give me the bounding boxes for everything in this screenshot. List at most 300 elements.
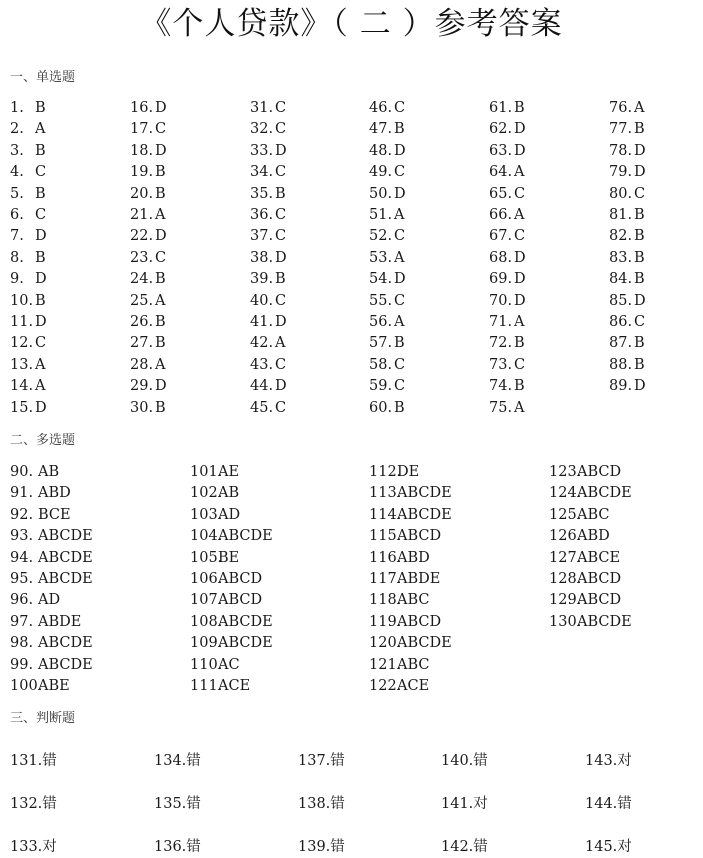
answer-value: D <box>514 271 526 288</box>
answer-item <box>609 312 645 333</box>
answer-value: B <box>634 207 645 223</box>
answer-value: B <box>35 185 46 202</box>
answer-item <box>190 462 239 483</box>
question-number: 100. <box>10 678 43 694</box>
answer-value: 对 <box>617 839 632 855</box>
answer-item <box>10 162 46 183</box>
answer-item <box>130 184 166 205</box>
answer-value: ABCDE <box>38 571 93 587</box>
answer-value: B <box>634 249 645 266</box>
question-number: 140. <box>441 753 474 769</box>
answer-value: C <box>155 249 167 266</box>
page-title: 《个人贷款》（ 二 ）参考答案 <box>140 6 563 42</box>
answer-item <box>130 355 165 376</box>
question-number: 5. <box>10 185 24 202</box>
question-number: 82. <box>609 228 633 245</box>
answer-value: ABCDE <box>38 635 93 652</box>
answer-value: C <box>155 121 167 138</box>
answer-item <box>609 248 645 269</box>
answer-item <box>190 633 273 654</box>
question-number: 35. <box>250 185 274 202</box>
question-number: 18. <box>130 142 154 159</box>
answer-item <box>369 462 419 483</box>
answer-value: 错 <box>186 796 201 812</box>
question-number: 73. <box>489 356 513 373</box>
section-heading-multiple-choice: 二、多选题 <box>10 433 76 448</box>
question-number: 52. <box>369 228 393 245</box>
question-number: 99. <box>10 656 34 673</box>
answer-item <box>369 333 405 354</box>
answer-value: AD <box>38 592 61 609</box>
answer-item <box>10 398 47 419</box>
answer-value: B <box>155 164 166 181</box>
answer-value: ACE <box>397 678 430 694</box>
answer-item <box>369 291 405 312</box>
answer-value: ABCD <box>397 613 442 630</box>
question-number: 25. <box>130 292 154 309</box>
answer-item <box>130 205 165 226</box>
answer-value: ABD <box>577 528 610 545</box>
question-number: 143. <box>585 753 618 769</box>
question-number: 31. <box>250 100 274 116</box>
answer-item <box>250 355 286 376</box>
answer-item <box>10 98 46 119</box>
question-number: 125. <box>549 506 582 523</box>
answer-item <box>609 184 645 205</box>
answer-value: D <box>394 271 406 288</box>
answer-value: C <box>275 399 287 416</box>
answer-item <box>10 612 81 633</box>
answer-item <box>369 633 452 654</box>
answer-value: C <box>275 121 287 138</box>
question-number: 98. <box>10 635 34 652</box>
answer-item <box>369 590 430 611</box>
answer-item <box>369 398 405 419</box>
answer-item <box>130 333 166 354</box>
answer-item <box>154 794 201 815</box>
answer-item <box>250 291 286 312</box>
answer-value: C <box>35 164 47 181</box>
answer-value: A <box>275 335 286 352</box>
question-number: 38. <box>250 249 274 266</box>
answer-value: ABD <box>397 549 430 566</box>
answer-value: C <box>275 207 287 223</box>
answer-value: ABD <box>38 485 71 502</box>
question-number: 44. <box>250 378 274 395</box>
answer-item <box>250 333 285 354</box>
answer-item <box>10 676 70 697</box>
answer-item <box>130 376 167 397</box>
question-number: 89. <box>609 378 633 395</box>
answer-item <box>190 612 273 633</box>
answer-value: 错 <box>186 839 201 855</box>
answer-item <box>250 376 287 397</box>
question-number: 14. <box>10 378 34 395</box>
answer-value: 错 <box>330 796 345 812</box>
answer-value: BCE <box>38 506 71 523</box>
answer-value: D <box>155 378 167 395</box>
question-number: 139. <box>298 839 331 855</box>
answer-value: B <box>275 271 286 288</box>
question-number: 108. <box>190 613 223 630</box>
answer-item <box>609 291 646 312</box>
answer-item <box>549 462 621 483</box>
answer-value: AE <box>218 464 240 480</box>
question-number: 13. <box>10 356 34 373</box>
question-number: 93. <box>10 528 34 545</box>
answer-value: D <box>275 378 287 395</box>
answer-item <box>369 248 404 269</box>
answer-item <box>609 376 646 397</box>
answer-item <box>549 612 632 633</box>
question-number: 72. <box>489 335 513 352</box>
answer-value: C <box>394 378 406 395</box>
answer-value: A <box>35 121 46 138</box>
answer-item <box>369 269 406 290</box>
answer-item <box>10 312 47 333</box>
answer-item <box>549 505 610 526</box>
answer-item <box>130 291 165 312</box>
question-number: 49. <box>369 164 393 181</box>
question-number: 62. <box>489 121 513 138</box>
answer-item <box>441 837 488 858</box>
answer-value: ABCDE <box>397 485 452 502</box>
answer-value: AC <box>218 656 240 673</box>
answer-value: ABCD <box>577 571 622 587</box>
answer-value: A <box>394 249 405 266</box>
answer-value: B <box>155 314 166 330</box>
answer-item <box>585 837 632 858</box>
answer-value: D <box>514 121 526 138</box>
question-number: 122. <box>369 678 402 694</box>
answer-value: D <box>394 142 406 159</box>
question-number: 117. <box>369 571 402 587</box>
answer-value: ABCDE <box>218 635 273 652</box>
answer-value: ABCD <box>577 592 622 609</box>
answer-value: 错 <box>186 753 201 769</box>
answer-value: B <box>514 335 525 352</box>
answer-item <box>549 526 610 547</box>
question-number: 3. <box>10 142 24 159</box>
answer-value: D <box>634 142 646 159</box>
answer-value: ABCDE <box>577 613 632 630</box>
answer-value: D <box>35 271 47 288</box>
question-number: 106. <box>190 571 223 587</box>
answer-value: ABCDE <box>218 613 273 630</box>
question-number: 78. <box>609 142 633 159</box>
answer-item <box>10 184 46 205</box>
answer-value: AD <box>218 506 241 523</box>
answer-value: A <box>634 100 645 116</box>
answer-value: C <box>514 356 526 373</box>
answer-item <box>10 333 46 354</box>
answer-item <box>10 226 47 247</box>
answer-item <box>369 355 405 376</box>
answer-value: B <box>275 185 286 202</box>
question-number: 128. <box>549 571 582 587</box>
answer-value: ABC <box>577 506 610 523</box>
answer-item <box>250 119 286 140</box>
answer-value: B <box>155 271 166 288</box>
question-number: 115. <box>369 528 402 545</box>
answer-value: ACE <box>218 678 251 694</box>
answer-item <box>250 269 286 290</box>
answer-value: D <box>275 249 287 266</box>
answer-item <box>250 162 286 183</box>
answer-item <box>549 548 620 569</box>
answer-item <box>549 590 621 611</box>
question-number: 134. <box>154 753 187 769</box>
answer-value: ABDE <box>38 613 82 630</box>
question-number: 59. <box>369 378 393 395</box>
answer-value: D <box>155 100 167 116</box>
question-number: 136. <box>154 839 187 855</box>
question-number: 48. <box>369 142 393 159</box>
answer-value: A <box>155 207 166 223</box>
answer-item <box>298 794 345 815</box>
answer-item <box>609 141 646 162</box>
answer-value: B <box>394 335 405 352</box>
answer-item <box>250 141 287 162</box>
question-number: 51. <box>369 207 393 223</box>
answer-item <box>250 98 286 119</box>
question-number: 1. <box>10 100 24 116</box>
question-number: 138. <box>298 796 331 812</box>
answer-value: D <box>275 314 287 330</box>
question-number: 69. <box>489 271 513 288</box>
question-number: 104. <box>190 528 223 545</box>
question-number: 80. <box>609 185 633 202</box>
question-number: 9. <box>10 271 24 288</box>
question-number: 54. <box>369 271 393 288</box>
question-number: 57. <box>369 335 393 352</box>
question-number: 39. <box>250 271 274 288</box>
question-number: 113. <box>369 485 402 502</box>
question-number: 47. <box>369 121 393 138</box>
answer-value: B <box>634 271 645 288</box>
answer-value: B <box>634 121 645 138</box>
question-number: 130. <box>549 613 582 630</box>
answer-item <box>190 590 262 611</box>
question-number: 126. <box>549 528 582 545</box>
answer-item <box>489 205 524 226</box>
question-number: 45. <box>250 399 274 416</box>
question-number: 58. <box>369 356 393 373</box>
answer-value: 错 <box>42 753 57 769</box>
question-number: 75. <box>489 399 513 416</box>
question-number: 79. <box>609 164 633 181</box>
answer-item <box>10 269 47 290</box>
answer-item <box>369 98 405 119</box>
answer-value: B <box>35 100 46 116</box>
question-number: 83. <box>609 249 633 266</box>
answer-item <box>154 751 201 772</box>
answer-item <box>10 633 93 654</box>
question-number: 84. <box>609 271 633 288</box>
answer-item <box>130 98 167 119</box>
answer-value: A <box>155 356 166 373</box>
answer-value: A <box>394 314 405 330</box>
answer-item <box>369 483 452 504</box>
question-number: 29. <box>130 378 154 395</box>
question-number: 101. <box>190 464 223 480</box>
answer-item <box>369 312 404 333</box>
question-number: 41. <box>250 314 274 330</box>
answer-value: ABCDE <box>397 506 452 523</box>
question-number: 144. <box>585 796 618 812</box>
answer-value: A <box>155 292 166 309</box>
answer-item <box>369 376 405 397</box>
question-number: 55. <box>369 292 393 309</box>
answer-value: C <box>394 356 406 373</box>
answer-item <box>190 569 262 590</box>
question-number: 118. <box>369 592 402 609</box>
answer-value: C <box>514 228 526 245</box>
question-number: 16. <box>130 100 154 116</box>
answer-value: D <box>514 142 526 159</box>
question-number: 22. <box>130 228 154 245</box>
question-number: 127. <box>549 549 582 566</box>
answer-item <box>549 569 621 590</box>
answer-item <box>130 141 167 162</box>
answer-value: BE <box>218 549 240 566</box>
answer-value: D <box>514 292 526 309</box>
question-number: 61. <box>489 100 513 116</box>
answer-item <box>10 569 93 590</box>
answer-value: DE <box>397 464 420 480</box>
question-number: 36. <box>250 207 274 223</box>
answer-value: C <box>394 100 406 116</box>
answer-item <box>250 226 286 247</box>
answer-value: ABCDE <box>38 528 93 545</box>
question-number: 97. <box>10 613 34 630</box>
answer-item <box>190 526 273 547</box>
answer-value: B <box>155 185 166 202</box>
answer-value: 错 <box>330 839 345 855</box>
question-number: 103. <box>190 506 223 523</box>
answer-item <box>489 312 524 333</box>
answer-value: C <box>275 100 287 116</box>
answer-value: C <box>35 335 47 352</box>
answer-item <box>10 751 57 772</box>
question-number: 137. <box>298 753 331 769</box>
answer-value: C <box>275 292 287 309</box>
answer-value: ABC <box>397 656 430 673</box>
answer-item <box>250 398 286 419</box>
question-number: 60. <box>369 399 393 416</box>
answer-item <box>609 98 644 119</box>
question-number: 107. <box>190 592 223 609</box>
answer-value: C <box>275 228 287 245</box>
question-number: 71. <box>489 314 513 330</box>
answer-value: B <box>155 399 166 416</box>
answer-value: ABDE <box>397 571 441 587</box>
question-number: 65. <box>489 185 513 202</box>
answer-value: B <box>394 121 405 138</box>
question-number: 12. <box>10 335 34 352</box>
question-number: 145. <box>585 839 618 855</box>
answer-item <box>369 612 441 633</box>
question-number: 86. <box>609 314 633 330</box>
question-number: 27. <box>130 335 154 352</box>
question-number: 67. <box>489 228 513 245</box>
answer-value: A <box>35 356 46 373</box>
answer-item <box>609 226 645 247</box>
answer-item <box>369 505 452 526</box>
answer-item <box>609 269 645 290</box>
question-number: 32. <box>250 121 274 138</box>
question-number: 102. <box>190 485 223 502</box>
answer-item <box>369 119 405 140</box>
answer-value: C <box>35 207 47 223</box>
answer-value: ABCD <box>218 571 263 587</box>
question-number: 114. <box>369 506 402 523</box>
answer-item <box>489 162 524 183</box>
answer-value: B <box>35 142 46 159</box>
question-number: 85. <box>609 292 633 309</box>
question-number: 74. <box>489 378 513 395</box>
question-number: 28. <box>130 356 154 373</box>
question-number: 119. <box>369 613 402 630</box>
question-number: 66. <box>489 207 513 223</box>
answer-value: 错 <box>473 753 488 769</box>
question-number: 26. <box>130 314 154 330</box>
question-number: 15. <box>10 399 34 416</box>
answer-value: A <box>514 399 525 416</box>
answer-item <box>10 119 45 140</box>
answer-value: A <box>35 378 46 395</box>
question-number: 10. <box>10 292 34 309</box>
question-number: 111. <box>190 678 223 694</box>
answer-item <box>369 205 404 226</box>
answer-item <box>549 483 632 504</box>
answer-value: C <box>275 164 287 181</box>
answer-value: B <box>394 399 405 416</box>
section-heading-single-choice: 一、单选题 <box>10 70 76 85</box>
answer-item <box>130 248 166 269</box>
answer-item <box>369 526 441 547</box>
question-number: 135. <box>154 796 187 812</box>
answer-item <box>10 205 46 226</box>
question-number: 53. <box>369 249 393 266</box>
question-number: 95. <box>10 571 34 587</box>
answer-value: ABCDE <box>218 528 273 545</box>
answer-item <box>10 355 45 376</box>
answer-item <box>369 226 405 247</box>
answer-value: 对 <box>617 753 632 769</box>
answer-value: D <box>634 292 646 309</box>
answer-value: 对 <box>42 839 57 855</box>
answer-item <box>10 837 57 858</box>
answer-item <box>609 355 645 376</box>
answer-value: C <box>514 185 526 202</box>
question-number: 131. <box>10 753 43 769</box>
answer-value: D <box>634 378 646 395</box>
answer-value: B <box>634 335 645 352</box>
question-number: 30. <box>130 399 154 416</box>
answer-value: B <box>634 228 645 245</box>
answer-value: C <box>394 228 406 245</box>
answer-value: 对 <box>473 796 488 812</box>
answer-item <box>369 141 406 162</box>
question-number: 64. <box>489 164 513 181</box>
answer-item <box>10 655 93 676</box>
question-number: 105. <box>190 549 223 566</box>
answer-value: ABCDE <box>38 549 93 566</box>
answer-item <box>369 655 430 676</box>
answer-item <box>10 794 57 815</box>
question-number: 2. <box>10 121 24 138</box>
